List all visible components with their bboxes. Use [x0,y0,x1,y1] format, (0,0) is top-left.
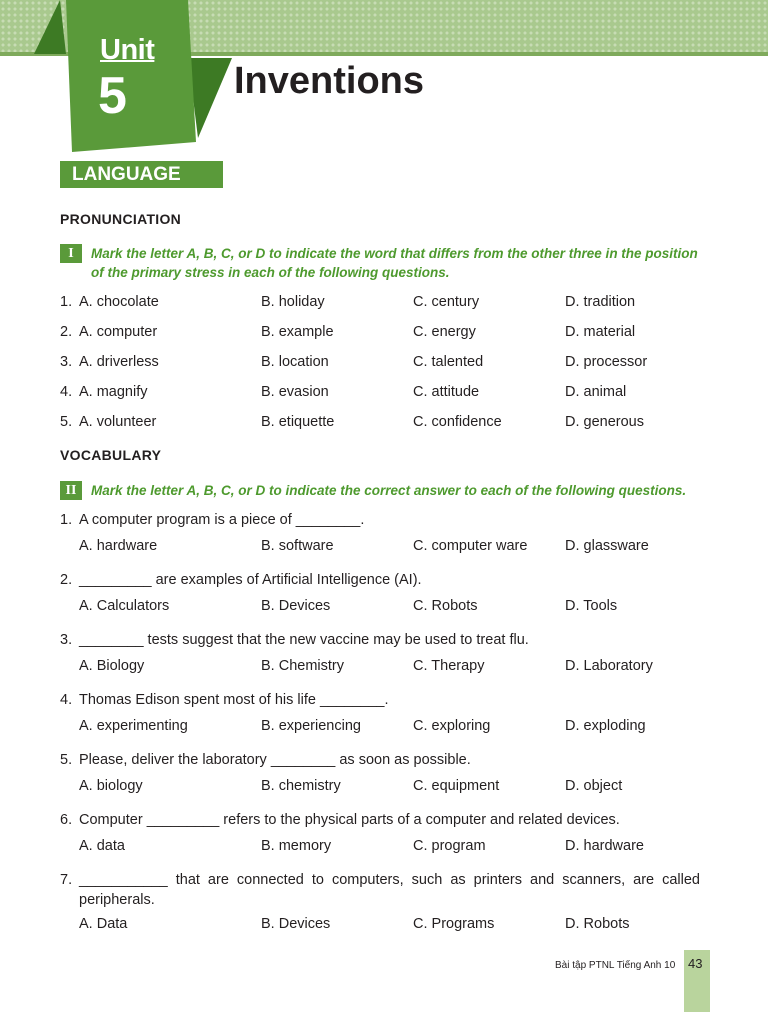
option-c: C. century [413,294,480,310]
option-b: B. etiquette [261,414,335,430]
question-stem [60,810,700,830]
section-bar-language: LANGUAGE [60,161,223,188]
option-b: B. Devices [261,916,331,932]
option-c: C. energy [413,324,476,340]
option-d: D. animal [565,384,627,400]
item-number: 4. [60,384,73,400]
answer-row [60,715,710,737]
option-b: B. software [261,538,334,554]
option-d: D. exploding [565,718,646,734]
option-d: D. Robots [565,916,630,932]
option-c: C. computer ware [413,538,528,554]
pronunciation-row [60,411,710,433]
option-b: B. experiencing [261,718,361,734]
question-text: Thomas Edison spent most of his life ________. [79,692,389,708]
question-text: _________ are examples of Artificial Intelligence (AI). [79,572,422,588]
unit-label: Unit [100,34,155,66]
question-number: 3. [60,632,73,648]
option-d: D. glassware [565,538,649,554]
option-c: C. attitude [413,384,480,400]
option-c: C. equipment [413,778,500,794]
book-title: Bài tập PTNL Tiếng Anh 10 [555,960,676,971]
page-title: Inventions [234,60,425,102]
question-stem [60,570,700,590]
question-text: A computer program is a piece of ________. [79,512,365,528]
answer-row [60,655,710,677]
pronunciation-row [60,381,710,403]
question-number: 1. [60,512,73,528]
question-text: ________ tests suggest that the new vaccine may be used to treat flu. [79,632,529,648]
item-number: 1. [60,294,73,310]
question-number: 7. [60,872,73,888]
option-a: A. driverless [79,354,159,370]
option-a: A. magnify [79,384,148,400]
option-b: B. chemistry [261,778,341,794]
unit-number: 5 [98,67,127,125]
question-number: 5. [60,752,73,768]
item-number: 5. [60,414,73,430]
exercise-instruction-i: Mark the letter A, B, C, or D to indicate the word that differs from the other three in the position of the primary stress in each of the following questions. [91,246,698,280]
option-a: A. Data [79,916,128,932]
question-number: 6. [60,812,73,828]
option-d: D. generous [565,414,644,430]
option-c: C. Robots [413,598,478,614]
question-number: 4. [60,692,73,708]
option-a: A. Calculators [79,598,170,614]
pronunciation-row [60,291,710,313]
question-text: Computer _________ refers to the physical parts of a computer and related devices. [79,812,620,828]
option-c: C. Programs [413,916,495,932]
answer-row [60,913,710,935]
question-stem [60,630,700,650]
option-a: A. biology [79,778,143,794]
option-c: C. program [413,838,486,854]
option-a: A. data [79,838,125,854]
answer-row [60,775,710,797]
option-c: C. confidence [413,414,502,430]
pronunciation-heading: PRONUNCIATION [60,211,182,227]
option-d: D. tradition [565,294,636,310]
question-stem [60,510,700,530]
question-text: Please, deliver the laboratory ________ as soon as possible. [79,752,471,768]
unit-tab [60,0,232,156]
answer-row [60,535,710,557]
page-number: 43 [688,956,703,971]
question-stem [60,870,700,910]
exercise-instruction-ii: Mark the letter A, B, C, or D to indicate the correct answer to each of the following questions. [91,483,687,498]
option-a: A. volunteer [79,414,157,430]
option-b: B. evasion [261,384,329,400]
option-d: D. Tools [565,598,618,614]
option-b: B. example [261,324,334,340]
exercise-badge-ii: II [60,481,82,500]
option-b: B. holiday [261,294,325,310]
vocabulary-heading: VOCABULARY [60,447,162,463]
pronunciation-row [60,321,710,343]
option-d: D. Laboratory [565,658,653,674]
option-a: A. computer [79,324,158,340]
answer-row [60,595,710,617]
option-a: A. chocolate [79,294,159,310]
pronunciation-row [60,351,710,373]
option-c: C. exploring [413,718,491,734]
option-a: A. Biology [79,658,145,674]
option-a: A. experimenting [79,718,188,734]
question-text: ___________ that are connected to computers, such as printers and scanners, are called peripherals. [79,872,700,908]
item-number: 3. [60,354,73,370]
question-stem [60,690,700,710]
option-b: B. memory [261,838,332,854]
question-number: 2. [60,572,73,588]
option-b: B. location [261,354,329,370]
answer-row [60,835,710,857]
option-d: D. object [565,778,623,794]
item-number: 2. [60,324,73,340]
option-d: D. processor [565,354,648,370]
option-b: B. Chemistry [261,658,344,674]
exercise-badge-i: I [60,244,82,263]
option-b: B. Devices [261,598,331,614]
option-d: D. material [565,324,636,340]
option-d: D. hardware [565,838,644,854]
question-stem [60,750,700,770]
option-c: C. Therapy [413,658,485,674]
option-a: A. hardware [79,538,158,554]
option-c: C. talented [413,354,484,370]
